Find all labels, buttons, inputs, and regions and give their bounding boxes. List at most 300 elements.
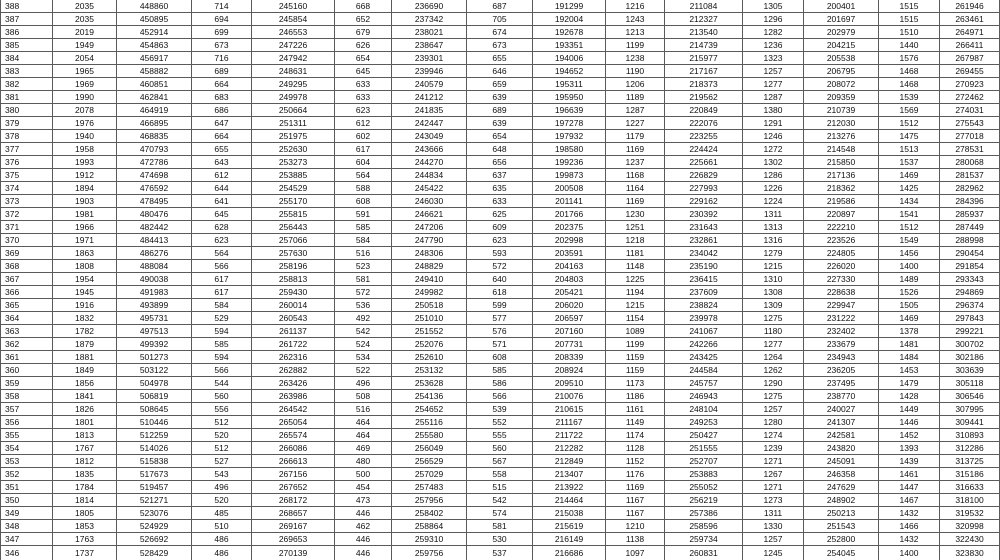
table-cell: 1257 — [743, 533, 804, 546]
table-cell: 529 — [192, 312, 252, 325]
table-cell: 257956 — [392, 494, 467, 507]
table-cell: 254045 — [804, 546, 879, 560]
table-cell: 305118 — [940, 377, 1000, 390]
table-cell: 259734 — [665, 533, 743, 546]
table-cell: 201697 — [804, 13, 879, 26]
table-cell: 1194 — [606, 286, 665, 299]
table-cell: 195950 — [533, 91, 606, 104]
table-cell: 258864 — [392, 520, 467, 533]
table-cell: 623 — [335, 104, 392, 117]
table-row — [1, 195, 1000, 208]
table-cell: 193351 — [533, 39, 606, 52]
table-cell: 1782 — [53, 325, 117, 338]
table-cell: 520 — [192, 494, 252, 507]
table-cell: 204803 — [533, 273, 606, 286]
table-row — [1, 104, 1000, 117]
table-cell: 263426 — [252, 377, 335, 390]
table-cell: 257066 — [252, 234, 335, 247]
table-cell: 602 — [335, 130, 392, 143]
table-cell: 508 — [335, 390, 392, 403]
table-row — [1, 78, 1000, 91]
table-cell: 260014 — [252, 299, 335, 312]
table-cell: 501273 — [117, 351, 192, 364]
table-cell: 612 — [192, 169, 252, 182]
table-cell: 248829 — [392, 260, 467, 273]
table-cell: 556 — [192, 403, 252, 416]
table-cell: 1453 — [879, 364, 940, 377]
table-cell: 1164 — [606, 182, 665, 195]
table-cell: 542 — [467, 494, 533, 507]
table-cell: 1237 — [606, 156, 665, 169]
table-cell: 652 — [335, 13, 392, 26]
table-cell: 316633 — [940, 481, 1000, 494]
table-cell: 255170 — [252, 195, 335, 208]
table-cell: 1976 — [53, 117, 117, 130]
table-cell: 699 — [192, 26, 252, 39]
table-cell: 263986 — [252, 390, 335, 403]
table-cell: 203591 — [533, 247, 606, 260]
table-cell: 202979 — [804, 26, 879, 39]
table-cell: 496 — [192, 481, 252, 494]
table-cell: 199236 — [533, 156, 606, 169]
table-cell: 249978 — [252, 91, 335, 104]
table-cell: 1466 — [879, 520, 940, 533]
table-cell: 212282 — [533, 442, 606, 455]
table-cell: 581 — [335, 273, 392, 286]
table-cell: 1199 — [606, 39, 665, 52]
table-cell: 446 — [335, 533, 392, 546]
table-row — [1, 312, 1000, 325]
table-cell: 375 — [1, 169, 53, 182]
table-cell: 522 — [335, 364, 392, 377]
table-row — [1, 13, 1000, 26]
table-cell: 252076 — [392, 338, 467, 351]
table-cell: 488084 — [117, 260, 192, 273]
table-cell: 201141 — [533, 195, 606, 208]
table-cell: 243820 — [804, 442, 879, 455]
table-cell: 246030 — [392, 195, 467, 208]
table-cell: 468835 — [117, 130, 192, 143]
table-row — [1, 299, 1000, 312]
table-cell: 1262 — [743, 364, 804, 377]
table-cell: 480476 — [117, 208, 192, 221]
table-cell: 1863 — [53, 247, 117, 260]
table-cell: 358 — [1, 390, 53, 403]
table-cell: 564 — [335, 169, 392, 182]
table-cell: 216686 — [533, 546, 606, 560]
table-cell: 213540 — [665, 26, 743, 39]
table-cell: 269167 — [252, 520, 335, 533]
table-cell: 1271 — [743, 481, 804, 494]
table-cell: 1199 — [606, 338, 665, 351]
table-cell: 1814 — [53, 494, 117, 507]
table-cell: 639 — [467, 117, 533, 130]
table-cell: 224424 — [665, 143, 743, 156]
table-cell: 1469 — [879, 169, 940, 182]
table-cell: 1296 — [743, 13, 804, 26]
table-cell: 586 — [467, 377, 533, 390]
table-cell: 365 — [1, 299, 53, 312]
table-cell: 257630 — [252, 247, 335, 260]
table-cell: 470793 — [117, 143, 192, 156]
table-cell: 369 — [1, 247, 53, 260]
table-cell: 213922 — [533, 481, 606, 494]
table-cell: 1174 — [606, 429, 665, 442]
table-cell: 214464 — [533, 494, 606, 507]
table-cell: 516 — [335, 247, 392, 260]
table-cell: 377 — [1, 143, 53, 156]
table-cell: 528429 — [117, 546, 192, 560]
table-cell: 635 — [467, 182, 533, 195]
table-cell: 1835 — [53, 468, 117, 481]
table-cell: 219562 — [665, 91, 743, 104]
table-cell: 374 — [1, 182, 53, 195]
table-cell: 1881 — [53, 351, 117, 364]
table-cell: 618 — [467, 286, 533, 299]
table-cell: 244584 — [665, 364, 743, 377]
table-row — [1, 338, 1000, 351]
table-cell: 1210 — [606, 520, 665, 533]
table-cell: 209359 — [804, 91, 879, 104]
table-cell: 1251 — [606, 221, 665, 234]
table-cell: 287449 — [940, 221, 1000, 234]
table-cell: 490038 — [117, 273, 192, 286]
table-cell: 524 — [335, 338, 392, 351]
table-cell: 207160 — [533, 325, 606, 338]
table-cell: 200508 — [533, 182, 606, 195]
table-cell: 1549 — [879, 234, 940, 247]
table-cell: 378 — [1, 130, 53, 143]
table-cell: 242447 — [392, 117, 467, 130]
table-cell: 237609 — [665, 286, 743, 299]
table-cell: 315186 — [940, 468, 1000, 481]
table-cell: 384 — [1, 52, 53, 65]
table-cell: 352 — [1, 468, 53, 481]
table-cell: 1853 — [53, 520, 117, 533]
table-cell: 1330 — [743, 520, 804, 533]
table-cell: 251975 — [252, 130, 335, 143]
table-cell: 515 — [467, 481, 533, 494]
table-cell: 320998 — [940, 520, 1000, 533]
table-cell: 1305 — [743, 0, 804, 13]
table-cell: 1275 — [743, 390, 804, 403]
table-cell: 267156 — [252, 468, 335, 481]
table-cell: 641 — [192, 195, 252, 208]
table-cell: 1541 — [879, 208, 940, 221]
table-cell: 216149 — [533, 533, 606, 546]
table-cell: 1313 — [743, 221, 804, 234]
table-cell: 523076 — [117, 507, 192, 520]
table-cell: 1149 — [606, 416, 665, 429]
table-cell: 194006 — [533, 52, 606, 65]
table-cell: 267987 — [940, 52, 1000, 65]
table-cell: 1440 — [879, 39, 940, 52]
table-cell: 576 — [467, 325, 533, 338]
table-cell: 460851 — [117, 78, 192, 91]
table-row — [1, 416, 1000, 429]
table-row — [1, 546, 1000, 560]
table-cell: 258596 — [665, 520, 743, 533]
table-cell: 258402 — [392, 507, 467, 520]
table-cell: 648 — [467, 143, 533, 156]
table-cell: 355 — [1, 429, 53, 442]
table-cell: 492 — [335, 312, 392, 325]
table-cell: 520 — [192, 429, 252, 442]
table-cell: 617 — [335, 143, 392, 156]
table-cell: 248902 — [804, 494, 879, 507]
table-cell: 231643 — [665, 221, 743, 234]
table-cell: 1225 — [606, 273, 665, 286]
table-cell: 372 — [1, 208, 53, 221]
table-cell: 266086 — [252, 442, 335, 455]
table-cell: 536 — [335, 299, 392, 312]
table-cell: 251311 — [252, 117, 335, 130]
table-cell: 256219 — [665, 494, 743, 507]
table-cell: 319532 — [940, 507, 1000, 520]
table-cell: 1277 — [743, 338, 804, 351]
table-cell: 1400 — [879, 546, 940, 560]
table-cell: 686 — [192, 104, 252, 117]
table-cell: 252610 — [392, 351, 467, 364]
table-cell: 367 — [1, 273, 53, 286]
table-cell: 306546 — [940, 390, 1000, 403]
table-cell: 1526 — [879, 286, 940, 299]
table-cell: 594 — [192, 351, 252, 364]
table-cell: 235190 — [665, 260, 743, 273]
table-cell: 228638 — [804, 286, 879, 299]
table-cell: 1784 — [53, 481, 117, 494]
table-cell: 354 — [1, 442, 53, 455]
table-cell: 654 — [467, 130, 533, 143]
table-cell: 673 — [192, 39, 252, 52]
table-cell: 517673 — [117, 468, 192, 481]
table-row — [1, 156, 1000, 169]
table-cell: 1169 — [606, 143, 665, 156]
table-row — [1, 455, 1000, 468]
table-cell: 362 — [1, 338, 53, 351]
table-cell: 1161 — [606, 403, 665, 416]
table-cell: 232861 — [665, 234, 743, 247]
table-cell: 351 — [1, 481, 53, 494]
table-cell: 249982 — [392, 286, 467, 299]
table-row — [1, 442, 1000, 455]
table-cell: 239978 — [665, 312, 743, 325]
table-cell: 230392 — [665, 208, 743, 221]
table-cell: 495731 — [117, 312, 192, 325]
table-cell: 275543 — [940, 117, 1000, 130]
table-cell: 524929 — [117, 520, 192, 533]
table-cell: 312286 — [940, 442, 1000, 455]
table-cell: 245160 — [252, 0, 335, 13]
table-cell: 266613 — [252, 455, 335, 468]
table-cell: 1264 — [743, 351, 804, 364]
table-cell: 254136 — [392, 390, 467, 403]
table-cell: 1467 — [879, 494, 940, 507]
table-cell: 506819 — [117, 390, 192, 403]
table-cell: 1224 — [743, 195, 804, 208]
table-cell: 1432 — [879, 533, 940, 546]
table-cell: 1280 — [743, 416, 804, 429]
table-cell: 206020 — [533, 299, 606, 312]
table-cell: 195311 — [533, 78, 606, 91]
table-cell: 1537 — [879, 156, 940, 169]
table-cell: 1475 — [879, 130, 940, 143]
table-cell: 269455 — [940, 65, 1000, 78]
table-cell: 247942 — [252, 52, 335, 65]
table-row — [1, 182, 1000, 195]
table-cell: 687 — [467, 0, 533, 13]
table-cell: 255815 — [252, 208, 335, 221]
table-cell: 584 — [335, 234, 392, 247]
table-cell: 623 — [192, 234, 252, 247]
table-cell: 448860 — [117, 0, 192, 13]
table-cell: 1097 — [606, 546, 665, 560]
table-cell: 212849 — [533, 455, 606, 468]
table-cell: 527 — [192, 455, 252, 468]
table-cell: 250427 — [665, 429, 743, 442]
table-row — [1, 351, 1000, 364]
table-cell: 454863 — [117, 39, 192, 52]
table-cell: 234943 — [804, 351, 879, 364]
table-cell: 521271 — [117, 494, 192, 507]
table-cell: 284396 — [940, 195, 1000, 208]
table-cell: 227993 — [665, 182, 743, 195]
table-cell: 246621 — [392, 208, 467, 221]
table-cell: 1245 — [743, 546, 804, 560]
table-cell: 493899 — [117, 299, 192, 312]
table-cell: 558 — [467, 468, 533, 481]
table-row — [1, 234, 1000, 247]
table-cell: 473 — [335, 494, 392, 507]
table-cell: 1393 — [879, 442, 940, 455]
table-cell: 1469 — [879, 312, 940, 325]
table-cell: 293343 — [940, 273, 1000, 286]
table-cell: 626 — [335, 39, 392, 52]
table-cell: 241835 — [392, 104, 467, 117]
table-cell: 643 — [192, 156, 252, 169]
table-cell: 1271 — [743, 455, 804, 468]
table-cell: 245422 — [392, 182, 467, 195]
table-cell: 617 — [192, 286, 252, 299]
table-cell: 646 — [467, 65, 533, 78]
table-cell: 371 — [1, 221, 53, 234]
table-cell: 357 — [1, 403, 53, 416]
table-cell: 349 — [1, 507, 53, 520]
table-cell: 1432 — [879, 507, 940, 520]
table-cell: 242266 — [665, 338, 743, 351]
table-cell: 237342 — [392, 13, 467, 26]
table-cell: 227330 — [804, 273, 879, 286]
table-cell: 264971 — [940, 26, 1000, 39]
table-cell: 282962 — [940, 182, 1000, 195]
table-row — [1, 468, 1000, 481]
table-cell: 242581 — [804, 429, 879, 442]
table-cell: 220897 — [804, 208, 879, 221]
table-cell: 1186 — [606, 390, 665, 403]
table-cell: 212030 — [804, 117, 879, 130]
table-cell: 655 — [467, 52, 533, 65]
table-cell: 253273 — [252, 156, 335, 169]
table-cell: 633 — [467, 195, 533, 208]
table-cell: 231222 — [804, 312, 879, 325]
table-cell: 572 — [467, 260, 533, 273]
table-cell: 585 — [192, 338, 252, 351]
table-cell: 469 — [335, 442, 392, 455]
table-cell: 1169 — [606, 195, 665, 208]
table-cell: 205421 — [533, 286, 606, 299]
table-cell: 218362 — [804, 182, 879, 195]
table-cell: 234042 — [665, 247, 743, 260]
table-cell: 248104 — [665, 403, 743, 416]
table-cell: 1089 — [606, 325, 665, 338]
table-cell: 244270 — [392, 156, 467, 169]
table-cell: 260543 — [252, 312, 335, 325]
table-cell: 1180 — [743, 325, 804, 338]
table-cell: 262316 — [252, 351, 335, 364]
table-cell: 1945 — [53, 286, 117, 299]
table-cell: 2035 — [53, 0, 117, 13]
table-cell: 1856 — [53, 377, 117, 390]
table-cell: 1239 — [743, 442, 804, 455]
table-cell: 258196 — [252, 260, 335, 273]
table-cell: 274031 — [940, 104, 1000, 117]
table-cell: 633 — [335, 91, 392, 104]
table-cell: 564 — [192, 247, 252, 260]
table-cell: 1286 — [743, 169, 804, 182]
table-cell: 199873 — [533, 169, 606, 182]
table-row — [1, 26, 1000, 39]
table-cell: 310893 — [940, 429, 1000, 442]
table-row — [1, 286, 1000, 299]
table-cell: 1812 — [53, 455, 117, 468]
table-cell: 1805 — [53, 507, 117, 520]
table-cell: 1167 — [606, 507, 665, 520]
table-cell: 206795 — [804, 65, 879, 78]
table-cell: 353 — [1, 455, 53, 468]
table-row — [1, 39, 1000, 52]
table-cell: 206597 — [533, 312, 606, 325]
table-row — [1, 273, 1000, 286]
table-cell: 503122 — [117, 364, 192, 377]
table-cell: 1243 — [606, 13, 665, 26]
table-cell: 1279 — [743, 247, 804, 260]
table-cell: 639 — [467, 91, 533, 104]
table-cell: 1481 — [879, 338, 940, 351]
table-cell: 191299 — [533, 0, 606, 13]
table-cell: 552 — [467, 416, 533, 429]
table-cell: 253628 — [392, 377, 467, 390]
table-cell: 387 — [1, 13, 53, 26]
table-cell: 1449 — [879, 403, 940, 416]
table-cell: 232402 — [804, 325, 879, 338]
table-cell: 1539 — [879, 91, 940, 104]
table-cell: 1215 — [606, 299, 665, 312]
table-row — [1, 91, 1000, 104]
table-cell: 204215 — [804, 39, 879, 52]
table-cell: 241212 — [392, 91, 467, 104]
table-row — [1, 0, 1000, 13]
table-cell: 313725 — [940, 455, 1000, 468]
table-cell: 581 — [467, 520, 533, 533]
table-cell: 229947 — [804, 299, 879, 312]
table-cell: 633 — [335, 78, 392, 91]
table-cell: 263461 — [940, 13, 1000, 26]
table-cell: 265574 — [252, 429, 335, 442]
table-cell: 383 — [1, 65, 53, 78]
table-cell: 239301 — [392, 52, 467, 65]
table-cell: 1489 — [879, 273, 940, 286]
table-cell: 197278 — [533, 117, 606, 130]
